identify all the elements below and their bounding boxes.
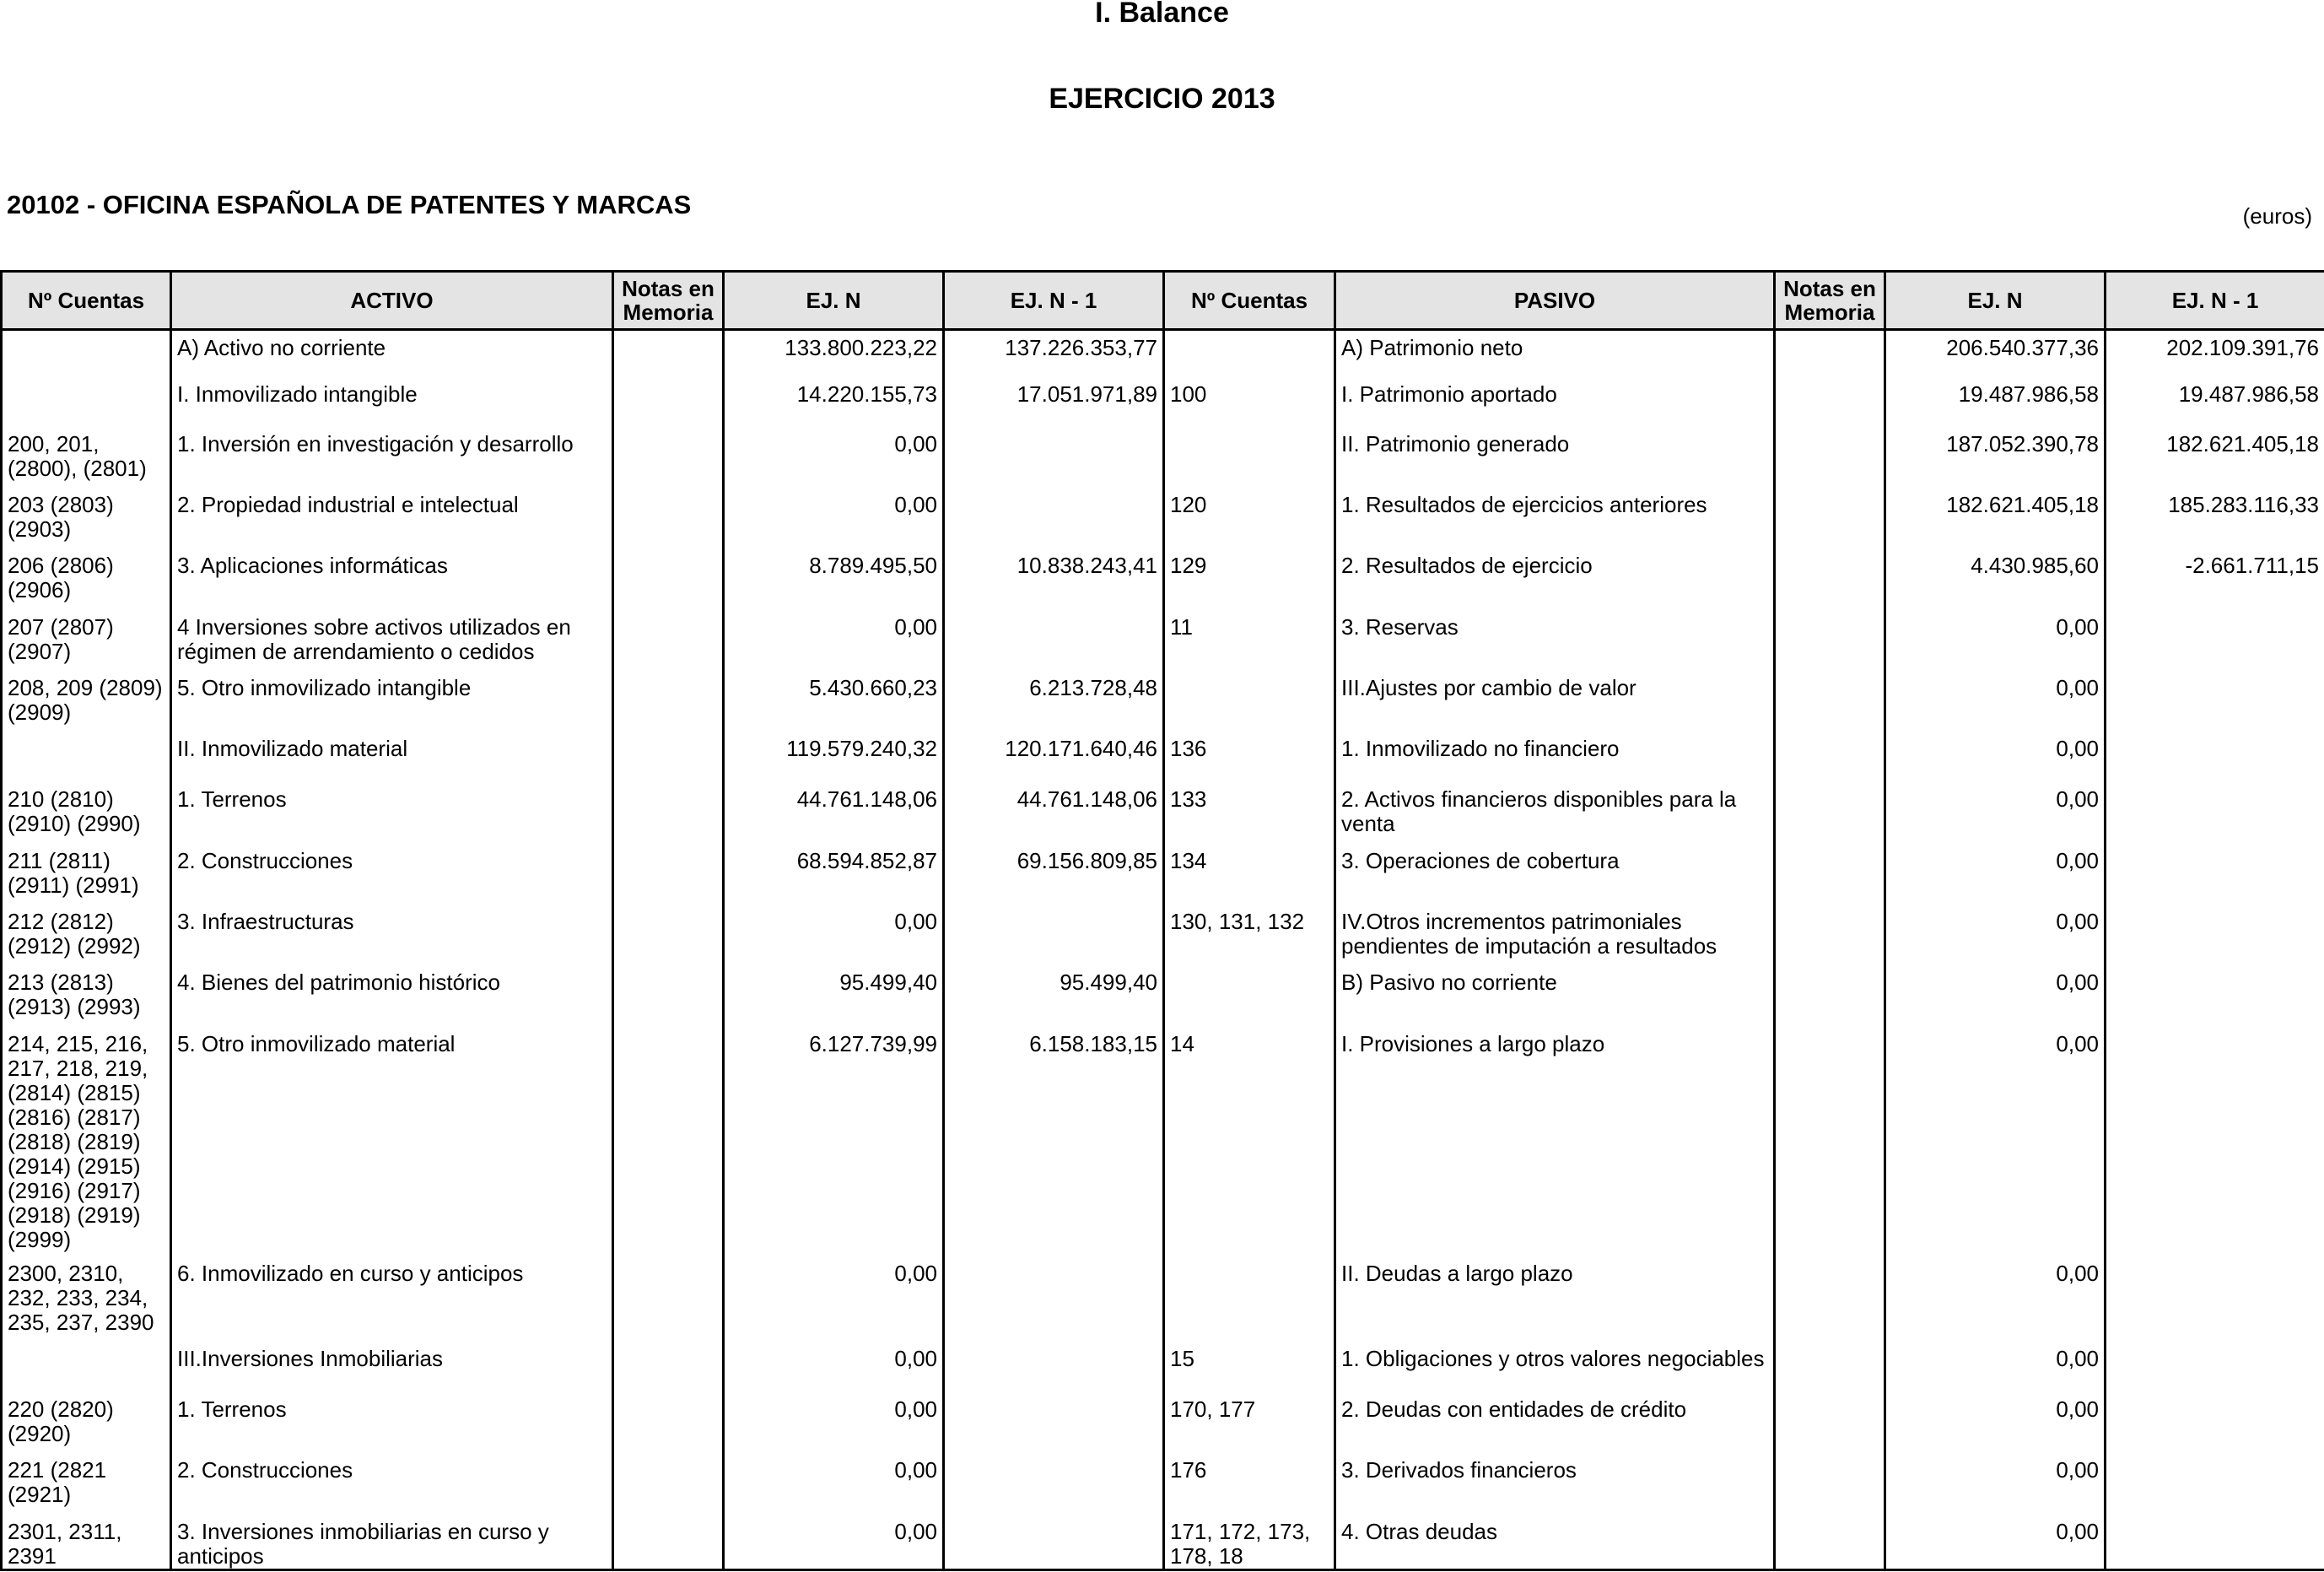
cuentas-pasivo-cell xyxy=(1164,431,1335,492)
ej-n-activo-cell: 0,00 xyxy=(724,1396,944,1457)
ej-n-pasivo-cell: 0,00 xyxy=(1885,1031,2106,1261)
ej-n-1-pasivo-cell: 185.283.116,33 xyxy=(2106,492,2324,553)
ej-n-activo-cell: 0,00 xyxy=(724,1519,944,1570)
cuentas-activo-cell: 203 (2803) (2903) xyxy=(2,492,171,553)
ej-n-1-activo-cell xyxy=(944,492,1164,553)
header-cuentas-pasivo: Nº Cuentas xyxy=(1164,272,1335,330)
ej-n-activo-cell: 0,00 xyxy=(724,492,944,553)
header-notas-pasivo: Notas en Memoria xyxy=(1775,272,1885,330)
pasivo-label-cell: I. Patrimonio aportado xyxy=(1335,381,1775,431)
cuentas-activo-cell: 214, 215, 216, 217, 218, 219, (2814) (2815) (2816) (2817) (2818) (2819) (2914) (2915) (2916) (2917) (2918) (2919) (2999) xyxy=(2,1031,171,1261)
notas-activo-cell xyxy=(613,1519,724,1570)
fiscal-year-title: EJERCICIO 2013 xyxy=(1049,83,1275,115)
table-row xyxy=(2,736,2324,786)
pasivo-label-cell: II. Deudas a largo plazo xyxy=(1335,1261,1775,1346)
ej-n-1-pasivo-cell xyxy=(2106,1457,2324,1518)
ej-n-activo-cell: 0,00 xyxy=(724,431,944,492)
notas-pasivo-cell xyxy=(1775,553,1885,613)
activo-label-cell: 1. Terrenos xyxy=(171,1396,613,1457)
notas-pasivo-cell xyxy=(1775,909,1885,970)
cuentas-activo-cell xyxy=(2,381,171,431)
activo-label-cell: I. Inmovilizado intangible xyxy=(171,381,613,431)
activo-label-cell: 5. Otro inmovilizado intangible xyxy=(171,675,613,736)
ej-n-1-activo-cell: 95.499,40 xyxy=(944,970,1164,1030)
table-row xyxy=(2,381,2324,431)
cuentas-pasivo-cell: 14 xyxy=(1164,1031,1335,1261)
ej-n-activo-cell: 68.594.852,87 xyxy=(724,848,944,909)
table-row xyxy=(2,970,2324,1030)
notas-pasivo-cell xyxy=(1775,614,1885,675)
activo-label-cell: 4 Inversiones sobre activos utilizados en régimen de arrendamiento o cedidos xyxy=(171,614,613,675)
ej-n-1-activo-cell xyxy=(944,1519,1164,1570)
cuentas-pasivo-cell: 133 xyxy=(1164,786,1335,847)
table-row xyxy=(2,909,2324,970)
activo-label-cell: 6. Inmovilizado en curso y anticipos xyxy=(171,1261,613,1346)
notas-pasivo-cell xyxy=(1775,1457,1885,1518)
ej-n-1-pasivo-cell xyxy=(2106,970,2324,1030)
cuentas-pasivo-cell: 136 xyxy=(1164,736,1335,786)
table-row xyxy=(2,553,2324,613)
ej-n-1-activo-cell: 10.838.243,41 xyxy=(944,553,1164,613)
ej-n-activo-cell: 0,00 xyxy=(724,909,944,970)
ej-n-1-pasivo-cell xyxy=(2106,1261,2324,1346)
notas-pasivo-cell xyxy=(1775,381,1885,431)
header-cuentas-activo: Nº Cuentas xyxy=(2,272,171,330)
ej-n-1-activo-cell: 69.156.809,85 xyxy=(944,848,1164,909)
notas-activo-cell xyxy=(613,1396,724,1457)
table-row xyxy=(2,330,2324,381)
cuentas-pasivo-cell xyxy=(1164,330,1335,381)
ej-n-1-pasivo-cell xyxy=(2106,736,2324,786)
table-row xyxy=(2,1346,2324,1396)
pasivo-label-cell: IV.Otros incrementos patrimoniales pendientes de imputación a resultados xyxy=(1335,909,1775,970)
notas-pasivo-cell xyxy=(1775,330,1885,381)
cuentas-pasivo-cell: 120 xyxy=(1164,492,1335,553)
table-row xyxy=(2,1519,2324,1570)
ej-n-1-activo-cell xyxy=(944,1457,1164,1518)
cuentas-activo-cell: 211 (2811) (2911) (2991) xyxy=(2,848,171,909)
notas-activo-cell xyxy=(613,553,724,613)
cuentas-activo-cell: 212 (2812) (2912) (2992) xyxy=(2,909,171,970)
ej-n-pasivo-cell: 187.052.390,78 xyxy=(1885,431,2106,492)
notas-pasivo-cell xyxy=(1775,1519,1885,1570)
cuentas-pasivo-cell: 176 xyxy=(1164,1457,1335,1518)
cuentas-pasivo-cell xyxy=(1164,1261,1335,1346)
cuentas-activo-cell: 210 (2810) (2910) (2990) xyxy=(2,786,171,847)
ej-n-1-activo-cell: 17.051.971,89 xyxy=(944,381,1164,431)
ej-n-1-pasivo-cell xyxy=(2106,786,2324,847)
activo-label-cell: 3. Infraestructuras xyxy=(171,909,613,970)
ej-n-pasivo-cell: 0,00 xyxy=(1885,909,2106,970)
ej-n-pasivo-cell: 19.487.986,58 xyxy=(1885,381,2106,431)
activo-label-cell: 3. Inversiones inmobiliarias en curso y anticipos xyxy=(171,1519,613,1570)
ej-n-pasivo-cell: 0,00 xyxy=(1885,1261,2106,1346)
ej-n-pasivo-cell: 206.540.377,36 xyxy=(1885,330,2106,381)
notas-pasivo-cell xyxy=(1775,492,1885,553)
cuentas-activo-cell: 207 (2807) (2907) xyxy=(2,614,171,675)
cuentas-pasivo-cell: 170, 177 xyxy=(1164,1396,1335,1457)
ej-n-1-pasivo-cell xyxy=(2106,1519,2324,1570)
ej-n-pasivo-cell: 0,00 xyxy=(1885,848,2106,909)
ej-n-1-activo-cell xyxy=(944,431,1164,492)
notas-activo-cell xyxy=(613,330,724,381)
cuentas-pasivo-cell xyxy=(1164,675,1335,736)
table-row xyxy=(2,1261,2324,1346)
pasivo-label-cell: 1. Inmovilizado no financiero xyxy=(1335,736,1775,786)
pasivo-label-cell: 4. Otras deudas xyxy=(1335,1519,1775,1570)
table-row xyxy=(2,492,2324,553)
pasivo-label-cell: 2. Activos financieros disponibles para la venta xyxy=(1335,786,1775,847)
notas-activo-cell xyxy=(613,970,724,1030)
notas-activo-cell xyxy=(613,431,724,492)
document-title: I. Balance xyxy=(1095,0,1229,29)
activo-label-cell: 5. Otro inmovilizado material xyxy=(171,1031,613,1261)
cuentas-activo-cell xyxy=(2,736,171,786)
notas-pasivo-cell xyxy=(1775,848,1885,909)
table-row xyxy=(2,786,2324,847)
activo-label-cell: 3. Aplicaciones informáticas xyxy=(171,553,613,613)
notas-pasivo-cell xyxy=(1775,1031,1885,1261)
activo-label-cell: 4. Bienes del patrimonio histórico xyxy=(171,970,613,1030)
ej-n-pasivo-cell: 0,00 xyxy=(1885,1457,2106,1518)
ej-n-1-pasivo-cell xyxy=(2106,1031,2324,1261)
ej-n-1-activo-cell xyxy=(944,1261,1164,1346)
notas-activo-cell xyxy=(613,675,724,736)
cuentas-pasivo-cell: 129 xyxy=(1164,553,1335,613)
ej-n-1-pasivo-cell: 182.621.405,18 xyxy=(2106,431,2324,492)
header-ej-n-activo: EJ. N xyxy=(724,272,944,330)
notas-pasivo-cell xyxy=(1775,786,1885,847)
ej-n-activo-cell: 14.220.155,73 xyxy=(724,381,944,431)
ej-n-pasivo-cell: 0,00 xyxy=(1885,1346,2106,1396)
table-row xyxy=(2,675,2324,736)
ej-n-1-activo-cell: 137.226.353,77 xyxy=(944,330,1164,381)
notas-activo-cell xyxy=(613,1457,724,1518)
ej-n-activo-cell: 0,00 xyxy=(724,1346,944,1396)
activo-label-cell: III.Inversiones Inmobiliarias xyxy=(171,1346,613,1396)
cuentas-pasivo-cell: 15 xyxy=(1164,1346,1335,1396)
ej-n-pasivo-cell: 0,00 xyxy=(1885,1519,2106,1570)
pasivo-label-cell: 1. Obligaciones y otros valores negociables xyxy=(1335,1346,1775,1396)
ej-n-pasivo-cell: 0,00 xyxy=(1885,1396,2106,1457)
ej-n-1-activo-cell: 120.171.640,46 xyxy=(944,736,1164,786)
activo-label-cell: II. Inmovilizado material xyxy=(171,736,613,786)
ej-n-pasivo-cell: 182.621.405,18 xyxy=(1885,492,2106,553)
cuentas-activo-cell xyxy=(2,1346,171,1396)
ej-n-pasivo-cell: 0,00 xyxy=(1885,675,2106,736)
ej-n-1-pasivo-cell: 202.109.391,76 xyxy=(2106,330,2324,381)
activo-label-cell: 2. Propiedad industrial e intelectual xyxy=(171,492,613,553)
ej-n-1-pasivo-cell xyxy=(2106,848,2324,909)
cuentas-activo-cell: 221 (2821 (2921) xyxy=(2,1457,171,1518)
balance-table xyxy=(0,270,2324,1571)
header-ej-n-pasivo: EJ. N xyxy=(1885,272,2106,330)
activo-label-cell: 2. Construcciones xyxy=(171,1457,613,1518)
header-row xyxy=(2,272,2324,330)
ej-n-1-pasivo-cell xyxy=(2106,909,2324,970)
activo-label-cell: 2. Construcciones xyxy=(171,848,613,909)
ej-n-activo-cell: 8.789.495,50 xyxy=(724,553,944,613)
cuentas-pasivo-cell: 100 xyxy=(1164,381,1335,431)
ej-n-activo-cell: 5.430.660,23 xyxy=(724,675,944,736)
pasivo-label-cell: 3. Reservas xyxy=(1335,614,1775,675)
cuentas-activo-cell: 213 (2813) (2913) (2993) xyxy=(2,970,171,1030)
notas-activo-cell xyxy=(613,1261,724,1346)
activo-label-cell: 1. Terrenos xyxy=(171,786,613,847)
ej-n-activo-cell: 44.761.148,06 xyxy=(724,786,944,847)
cuentas-activo-cell: 220 (2820) (2920) xyxy=(2,1396,171,1457)
ej-n-activo-cell: 6.127.739,99 xyxy=(724,1031,944,1261)
notas-activo-cell xyxy=(613,1031,724,1261)
pasivo-label-cell: B) Pasivo no corriente xyxy=(1335,970,1775,1030)
ej-n-1-pasivo-cell xyxy=(2106,1396,2324,1457)
cuentas-activo-cell: 200, 201, (2800), (2801) xyxy=(2,431,171,492)
cuentas-pasivo-cell xyxy=(1164,970,1335,1030)
ej-n-pasivo-cell: 0,00 xyxy=(1885,970,2106,1030)
ej-n-1-pasivo-cell: 19.487.986,58 xyxy=(2106,381,2324,431)
header-notas-activo: Notas en Memoria xyxy=(613,272,724,330)
ej-n-1-activo-cell xyxy=(944,1346,1164,1396)
notas-activo-cell xyxy=(613,381,724,431)
ej-n-1-pasivo-cell xyxy=(2106,1346,2324,1396)
notas-activo-cell xyxy=(613,848,724,909)
pasivo-label-cell: 2. Deudas con entidades de crédito xyxy=(1335,1396,1775,1457)
ej-n-1-pasivo-cell: -2.661.711,15 xyxy=(2106,553,2324,613)
ej-n-1-pasivo-cell xyxy=(2106,675,2324,736)
pasivo-label-cell: 3. Operaciones de cobertura xyxy=(1335,848,1775,909)
table-row xyxy=(2,1457,2324,1518)
ej-n-activo-cell: 0,00 xyxy=(724,614,944,675)
ej-n-1-pasivo-cell xyxy=(2106,614,2324,675)
table-row xyxy=(2,1031,2324,1261)
notas-pasivo-cell xyxy=(1775,1261,1885,1346)
notas-pasivo-cell xyxy=(1775,675,1885,736)
header-ej-n-1-pasivo: EJ. N - 1 xyxy=(2106,272,2324,330)
notas-pasivo-cell xyxy=(1775,1346,1885,1396)
pasivo-label-cell: I. Provisiones a largo plazo xyxy=(1335,1031,1775,1261)
ej-n-activo-cell: 0,00 xyxy=(724,1457,944,1518)
pasivo-label-cell: 1. Resultados de ejercicios anteriores xyxy=(1335,492,1775,553)
pasivo-label-cell: A) Patrimonio neto xyxy=(1335,330,1775,381)
notas-activo-cell xyxy=(613,736,724,786)
cuentas-activo-cell xyxy=(2,330,171,381)
cuentas-pasivo-cell: 11 xyxy=(1164,614,1335,675)
table-row xyxy=(2,431,2324,492)
cuentas-pasivo-cell: 171, 172, 173, 178, 18 xyxy=(1164,1519,1335,1570)
pasivo-label-cell: 3. Derivados financieros xyxy=(1335,1457,1775,1518)
activo-label-cell: A) Activo no corriente xyxy=(171,330,613,381)
pasivo-label-cell: II. Patrimonio generado xyxy=(1335,431,1775,492)
activo-label-cell: 1. Inversión en investigación y desarrollo xyxy=(171,431,613,492)
header-pasivo: PASIVO xyxy=(1335,272,1775,330)
ej-n-activo-cell: 133.800.223,22 xyxy=(724,330,944,381)
ej-n-1-activo-cell xyxy=(944,614,1164,675)
header-ej-n-1-activo: EJ. N - 1 xyxy=(944,272,1164,330)
cuentas-pasivo-cell: 130, 131, 132 xyxy=(1164,909,1335,970)
ej-n-1-activo-cell xyxy=(944,909,1164,970)
ej-n-pasivo-cell: 0,00 xyxy=(1885,736,2106,786)
cuentas-pasivo-cell: 134 xyxy=(1164,848,1335,909)
table-row xyxy=(2,1396,2324,1457)
ej-n-1-activo-cell: 6.158.183,15 xyxy=(944,1031,1164,1261)
currency-units: (euros) xyxy=(2242,203,2312,229)
ej-n-pasivo-cell: 4.430.985,60 xyxy=(1885,553,2106,613)
ej-n-activo-cell: 0,00 xyxy=(724,1261,944,1346)
header-activo: ACTIVO xyxy=(171,272,613,330)
notas-pasivo-cell xyxy=(1775,1396,1885,1457)
notas-pasivo-cell xyxy=(1775,736,1885,786)
ej-n-1-activo-cell: 44.761.148,06 xyxy=(944,786,1164,847)
ej-n-pasivo-cell: 0,00 xyxy=(1885,786,2106,847)
notas-pasivo-cell xyxy=(1775,431,1885,492)
table-row xyxy=(2,614,2324,675)
ej-n-1-activo-cell: 6.213.728,48 xyxy=(944,675,1164,736)
notas-activo-cell xyxy=(613,1346,724,1396)
ej-n-activo-cell: 95.499,40 xyxy=(724,970,944,1030)
ej-n-1-activo-cell xyxy=(944,1396,1164,1457)
ej-n-pasivo-cell: 0,00 xyxy=(1885,614,2106,675)
notas-pasivo-cell xyxy=(1775,970,1885,1030)
notas-activo-cell xyxy=(613,614,724,675)
notas-activo-cell xyxy=(613,492,724,553)
cuentas-activo-cell: 2301, 2311, 2391 xyxy=(2,1519,171,1570)
table-row xyxy=(2,848,2324,909)
pasivo-label-cell: III.Ajustes por cambio de valor xyxy=(1335,675,1775,736)
notas-activo-cell xyxy=(613,909,724,970)
ej-n-activo-cell: 119.579.240,32 xyxy=(724,736,944,786)
entity-name: 20102 - OFICINA ESPAÑOLA DE PATENTES Y MARCAS xyxy=(7,190,692,219)
cuentas-activo-cell: 2300, 2310, 232, 233, 234, 235, 237, 2390 xyxy=(2,1261,171,1346)
cuentas-activo-cell: 208, 209 (2809) (2909) xyxy=(2,675,171,736)
pasivo-label-cell: 2. Resultados de ejercicio xyxy=(1335,553,1775,613)
notas-activo-cell xyxy=(613,786,724,847)
cuentas-activo-cell: 206 (2806) (2906) xyxy=(2,553,171,613)
